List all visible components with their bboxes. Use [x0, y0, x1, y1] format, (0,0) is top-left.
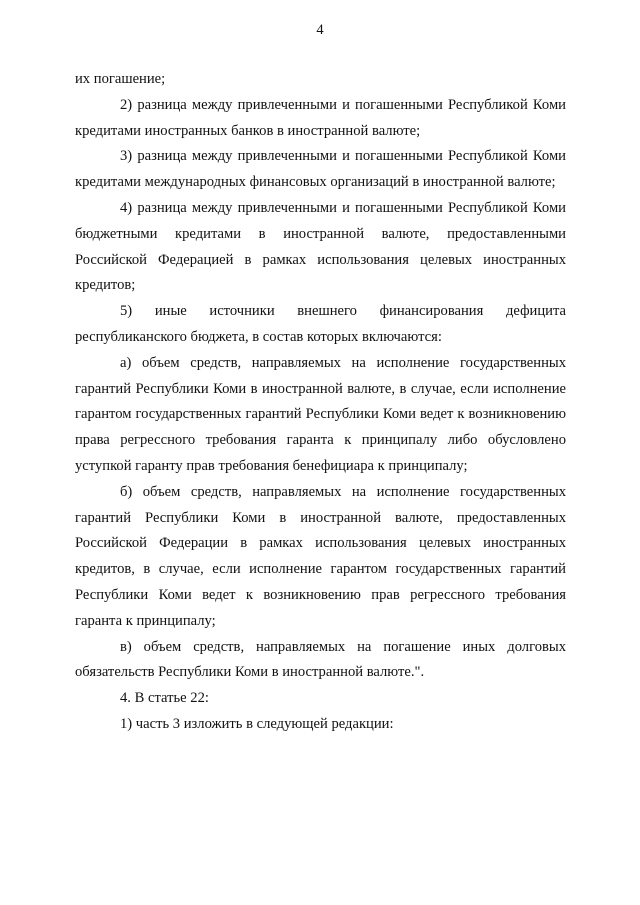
paragraph-subitem-a: а) объем средств, направляемых на исполнение государственных гарантий Республики Коми в иностранной валюте, в случае, если исполнение гарантом государственных гарантий Республики Коми ведет к возникновению права регрессного требования гаранта к принципалу либо обусловлено уступкой гаранту прав требования бенефициара к принципалу; [75, 354, 566, 474]
page-number: 4 [316, 22, 324, 38]
paragraph-article-22: 4. В статье 22: [120, 690, 209, 707]
paragraph-repayment-continuation: их погашение; [75, 71, 166, 87]
paragraph-part-3: 1) часть 3 изложить в следующей редакции: [120, 715, 394, 732]
paragraph-item-2: 2) разница между привлеченными и погашенными Республикой Коми кредитами иностранных банков в иностранной валюте; [75, 96, 566, 139]
paragraph-item-4: 4) разница между привлеченными и погашенными Республикой Коми бюджетными кредитами в иностранной валюте, предоставленными Российской Федерацией в рамках использования целевых иностранных кредитов; [75, 199, 566, 294]
paragraph-subitem-b: б) объем средств, направляемых на исполнение государственных гарантий Республики Коми в иностранной валюте, предоставленных Российской Федерации в рамках использования целевых иностранных кредитов, в случае, если исполнение гарантом государственных гарантий Республики Коми ведет к возникновению прав регрессного требования гаранта к принципалу; [75, 483, 566, 629]
document-body [75, 67, 566, 738]
paragraph-subitem-v: в) объем средств, направляемых на погашение иных долговых обязательств Республики Коми в иностранной валюте.". [75, 638, 566, 681]
paragraph-item-3: 3) разница между привлеченными и погашенными Республикой Коми кредитами международных финансовых организаций в иностранной валюте; [75, 148, 566, 191]
paragraph-item-5: 5) иные источники внешнего финансирования дефицита республиканского бюджета, в состав которых включаются: [75, 303, 566, 345]
